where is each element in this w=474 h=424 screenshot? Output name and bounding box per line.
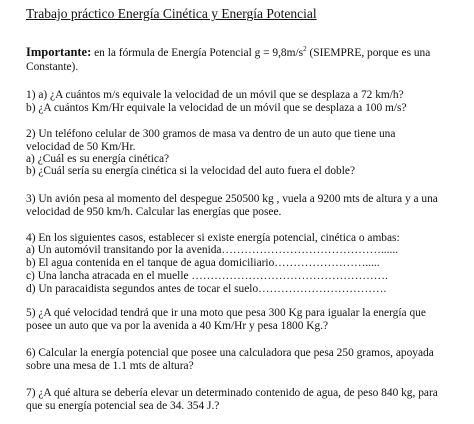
- q5-text: 5) ¿A qué velocidad tendrá que ir una moto que pesa 300 Kg para igualar la energía que: [26, 307, 426, 319]
- q2-text: 2) Un teléfono celular de 300 gramos de masa va dentro de un auto que tiene una: [26, 128, 396, 140]
- q2-text-cont: velocidad de 50 Km/Hr.: [26, 141, 136, 153]
- q5-text-cont: posee un auto que va por la avenida a 40 Km/Hr y pesa 1800 Kg.?: [26, 320, 329, 332]
- important-text-b: (SIEMPRE, porque es una: [306, 47, 431, 59]
- q6-text-cont: sobre una mesa de 1.1 mts de altura?: [26, 360, 194, 372]
- important-superscript: 2: [303, 45, 307, 54]
- q3-text: 3) Un avión pesa al momento del despegue 250500 kg , vuela a 9200 mts de altura y a una: [26, 193, 438, 205]
- q3-text-cont: velocidad de 950 km/h. Calcular las energías que posee.: [26, 206, 282, 218]
- q6-text: 6) Calcular la energía potencial que posee una calculadora que pesa 250 gramos, apoyada: [26, 347, 434, 359]
- q7-text-cont: que su energía potencial sea de 34. 354 J.?: [26, 400, 220, 412]
- q4d-text: d) Un paracaidista segundos antes de tocar el suelo…………………………….: [26, 283, 387, 295]
- important-label: Importante:: [26, 45, 92, 59]
- q4b-text: b) El agua contenida en el tanque de agua domiciliario…………………….....: [26, 257, 380, 269]
- q4c-text: c) Una lancha atracada en el muelle …………………………………………….: [26, 270, 388, 282]
- q1a-text: 1) a) ¿A cuántos m/s equivale la velocidad de un móvil que se desplaza a 72 km/h?: [26, 89, 404, 101]
- q4-text: 4) En los siguientes casos, establecer si existe energía potencial, cinética o ambas:: [26, 232, 400, 244]
- q2a-text: a) ¿Cuál es su energía cinética?: [26, 153, 170, 165]
- page-title: Trabajo práctico Energía Cinética y Energía Potencial: [26, 6, 317, 21]
- q1b-text: b) ¿A cuántos Km/Hr equivale la velocidad de un móvil que se desplaza a 100 m/s?: [26, 102, 407, 114]
- q2b-text: b) ¿Cuál sería su energía cinética si la velocidad del auto fuera el doble?: [26, 165, 356, 177]
- important-note-line2: Constante).: [26, 61, 79, 73]
- q4a-text: a) Un automóvil transitando por la avenida……………………………………......: [26, 244, 399, 256]
- important-note: [26, 45, 430, 60]
- important-text-a: en la fórmula de Energía Potencial g = 9,8m/s: [91, 47, 304, 59]
- q7-text: 7) ¿A qué altura se debería elevar un determinado contenido de agua, de peso 840 kg, para: [26, 387, 438, 399]
